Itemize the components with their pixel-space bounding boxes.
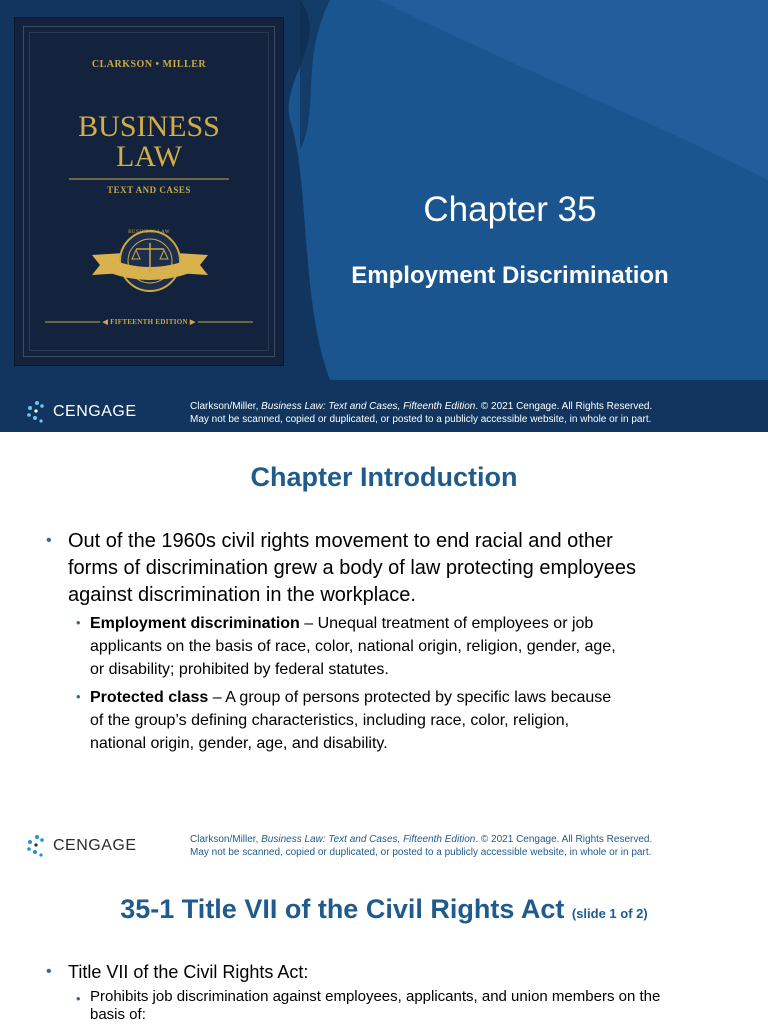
term-protected-class: Protected class (90, 689, 209, 706)
cover-subtitle: TEXT AND CASES (107, 185, 191, 195)
title-slide (0, 0, 768, 432)
copyright-book: Business Law: Text and Cases, Fifteenth Edition (261, 834, 476, 845)
copyright-author: Clarkson/Miller, (190, 834, 262, 845)
sub2-line1: – A group of persons protected by specific laws because (208, 689, 612, 706)
cover-rule (69, 177, 229, 181)
cengage-logo (26, 400, 137, 424)
slide2-bullet-1-line2: forms of discrimination grew a body of law protecting employees (68, 557, 637, 579)
cengage-logo-icon (26, 400, 48, 424)
copyright-notice (190, 833, 750, 859)
sub1-line3: or disability; prohibited by federal statutes. (90, 661, 389, 678)
chapter-subtitle: Employment Discrimination (351, 262, 669, 289)
slide2-sub-bullet-2 (90, 686, 750, 755)
slide3-title-note: (slide 1 of 2) (571, 906, 648, 921)
cover-title-line1: BUSINESS (78, 110, 220, 143)
cover-authors: CLARKSON • MILLER (91, 59, 207, 70)
slide3-sub1-line2: basis of: (90, 1006, 146, 1023)
cover-edition: ◀ FIFTEENTH EDITION ▶ (102, 318, 196, 326)
slide3-sub-bullet-1 (90, 988, 750, 1024)
sub-bullet-dot: • (76, 689, 81, 704)
chapter-title: Chapter 35 (423, 190, 597, 229)
copyright-author: Clarkson/Miller, (190, 401, 262, 412)
sub1-line2: applicants on the basis of race, color, national origin, religion, gender, age, (90, 638, 616, 655)
sub1-line1: – Unequal treatment of employees or job (299, 615, 594, 632)
slide2-bullet-1 (68, 528, 748, 609)
slide2-title: Chapter Introduction (250, 462, 518, 492)
sub-bullet-dot: • (76, 615, 81, 630)
slide2-sub-bullet-1 (90, 612, 750, 681)
copyright-rest: . © 2021 Cengage. All Rights Reserved. (475, 401, 653, 412)
cengage-logo-text: CENGAGE (53, 403, 137, 420)
slide2-bullet-1-line1: Out of the 1960s civil rights movement to end racial and other (68, 530, 613, 552)
cover-title-line2: LAW (116, 140, 182, 173)
book-cover (15, 18, 283, 365)
copyright-line2: May not be scanned, copied or duplicated, or posted to a publicly accessible website, in whole or in part. (190, 847, 652, 858)
slide3-bullet-1: Title VII of the Civil Rights Act: (68, 962, 309, 982)
slide3-title-text: 35-1 Title VII of the Civil Rights Act (120, 894, 565, 924)
cengage-logo (26, 834, 137, 858)
cengage-logo-text: CENGAGE (53, 837, 137, 854)
slide3-title (0, 894, 768, 925)
copyright-line2: May not be scanned, copied or duplicated, or posted to a publicly accessible website, in whole or in part. (190, 414, 652, 425)
bullet-dot: • (46, 532, 52, 549)
term-employment-discrimination: Employment discrimination (90, 615, 300, 632)
bullet-dot: • (46, 963, 52, 980)
sub-bullet-dot: • (76, 991, 81, 1006)
sub2-line2: of the group’s defining characteristics, including race, color, religion, (90, 712, 570, 729)
copyright-rest: . © 2021 Cengage. All Rights Reserved. (475, 834, 653, 845)
slide2-bullet-1-line3: against discrimination in the workplace. (68, 584, 416, 606)
copyright-notice (190, 400, 750, 426)
cengage-logo-icon (26, 834, 48, 858)
slide3-sub1-line1: Prohibits job discrimination against employees, applicants, and union members on the (90, 988, 661, 1005)
sub2-line3: national origin, gender, age, and disability. (90, 735, 388, 752)
copyright-book: Business Law: Text and Cases, Fifteenth Edition (261, 401, 476, 412)
emblem-text: BUSINESS LAW (128, 230, 170, 235)
